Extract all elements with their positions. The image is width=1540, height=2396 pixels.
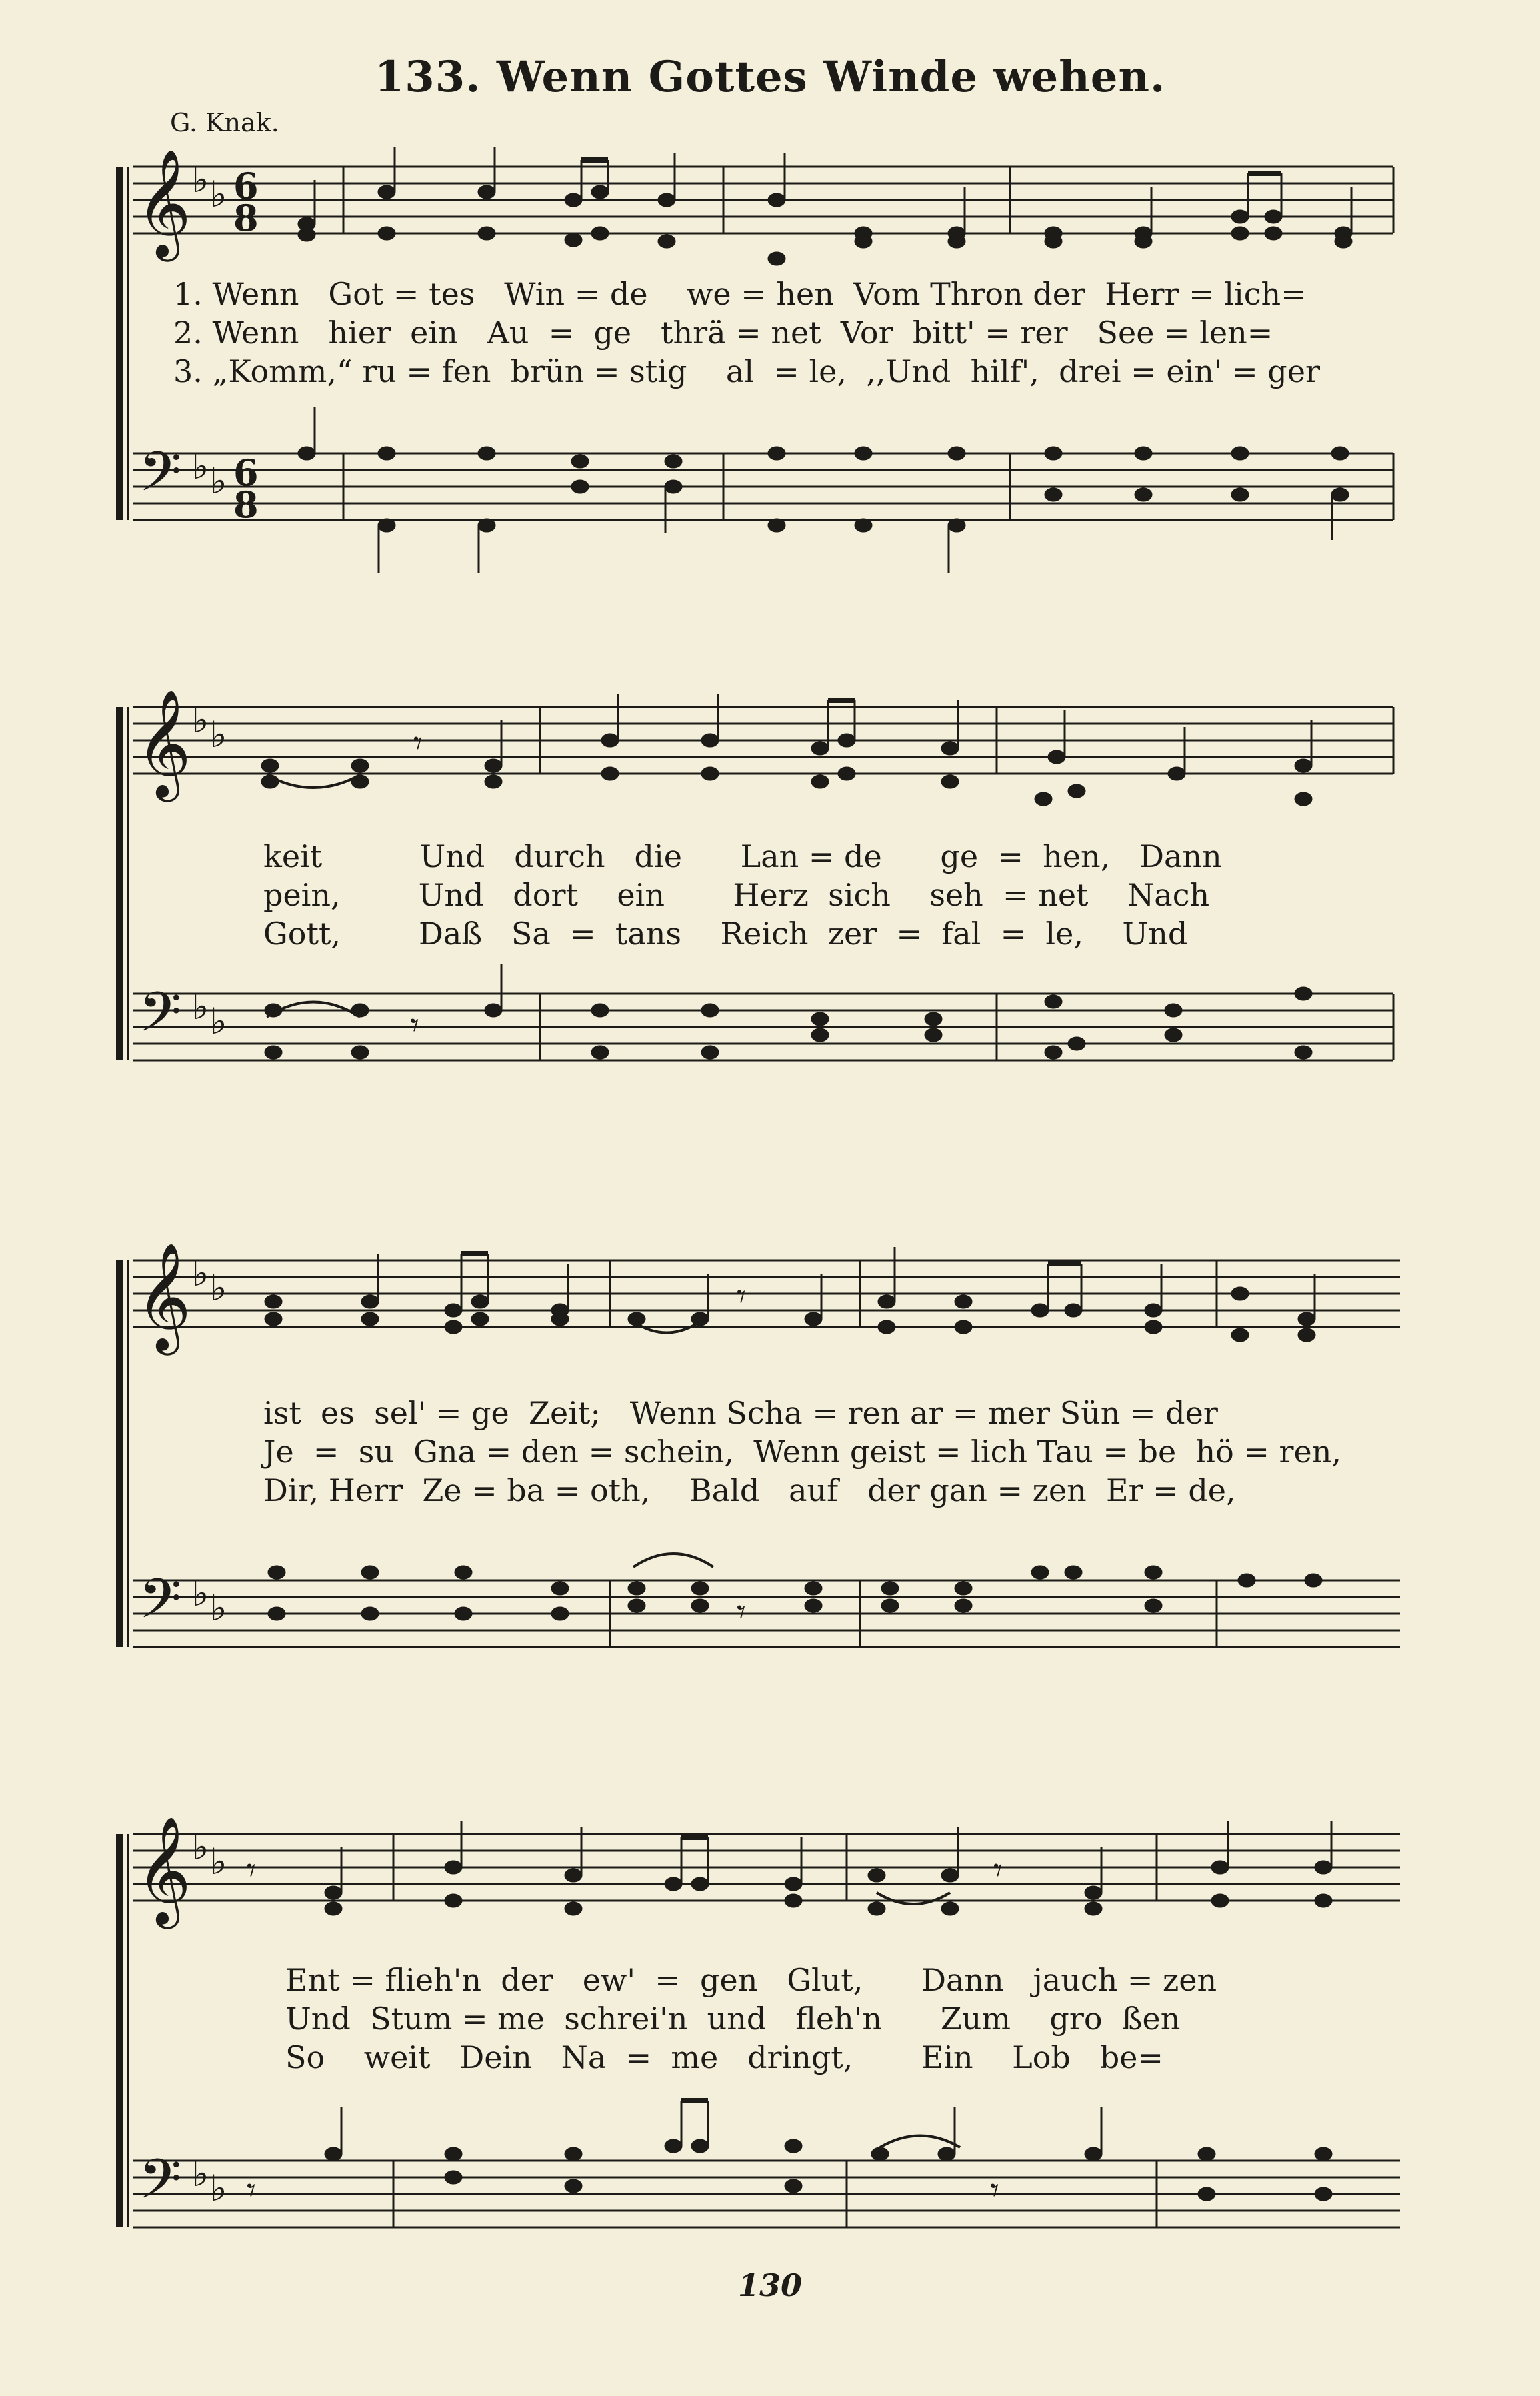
svg-text:8: 8: [233, 197, 259, 239]
lyric-verse-1: keit Und durch die Lan = de ge = hen, Dann: [263, 838, 1222, 874]
music-system-2: [113, 689, 1400, 1100]
svg-text:𝄢: 𝄢: [139, 980, 182, 1058]
svg-text:♭: ♭: [210, 2167, 227, 2209]
music-system-3: [113, 1242, 1400, 1674]
svg-text:♭: ♭: [192, 1252, 209, 1294]
svg-text:♭: ♭: [192, 159, 209, 201]
svg-text:𝄞: 𝄞: [136, 1816, 191, 1925]
svg-text:𝄾: 𝄾: [410, 1006, 419, 1046]
svg-text:8: 8: [233, 483, 259, 526]
svg-text:𝄢: 𝄢: [139, 2147, 182, 2225]
svg-text:♭: ♭: [210, 1267, 227, 1309]
svg-text:♭: ♭: [210, 714, 227, 756]
svg-text:𝄾: 𝄾: [413, 724, 423, 764]
composer-credit: G. Knak.: [170, 108, 279, 137]
svg-text:𝄞: 𝄞: [136, 1242, 191, 1351]
hymn-title: 133. Wenn Gottes Winde wehen.: [374, 52, 1166, 102]
lyric-verse-1: 1. Wenn Got = tes Win = de we = hen Vom Thron der Herr = lich=: [173, 276, 1307, 312]
svg-text:♭: ♭: [192, 986, 209, 1028]
svg-text:♭: ♭: [192, 1826, 209, 1868]
svg-text:♭: ♭: [192, 1572, 209, 1614]
svg-text:♭: ♭: [192, 2153, 209, 2195]
svg-text:♭: ♭: [210, 1587, 227, 1629]
music-system-4: [113, 1816, 1400, 2254]
lyric-verse-2: Je = su Gna = den = schein, Wenn geist = lich Tau = be hö = ren,: [263, 1434, 1342, 1470]
svg-text:♭: ♭: [210, 460, 227, 502]
music-system-1: [113, 149, 1400, 560]
svg-text:𝄞: 𝄞: [136, 689, 191, 798]
svg-text:♭: ♭: [210, 1000, 227, 1042]
svg-text:♭: ♭: [192, 699, 209, 741]
lyric-verse-2: 2. Wenn hier ein Au = ge thrä = net Vor bitt' = rer See = len=: [173, 315, 1273, 351]
svg-text:𝄾: 𝄾: [247, 2171, 256, 2211]
svg-text:♭: ♭: [210, 173, 227, 215]
svg-text:𝄾: 𝄾: [737, 1592, 746, 1632]
lyric-verse-3: 3. „Komm,“ ru = fen brün = stig al = le, ,,Und hilf', drei = ein' = ger: [173, 353, 1320, 389]
page-number: 130: [737, 2267, 803, 2303]
lyric-verse-1: Ent = flieh'n der ew' = gen Glut, Dann jauch = zen: [285, 1962, 1217, 1998]
svg-text:♭: ♭: [210, 1841, 227, 1883]
lyric-verse-3: Gott, Daß Sa = tans Reich zer = fal = le, Und: [263, 916, 1188, 952]
svg-text:𝄾: 𝄾: [737, 1277, 746, 1317]
lyric-verse-2: Und Stum = me schrei'n und fleh'n Zum gro ßen: [285, 2001, 1181, 2037]
svg-text:𝄞: 𝄞: [136, 149, 191, 257]
svg-text:𝄾: 𝄾: [993, 1851, 1003, 1891]
lyric-verse-2: pein, Und dort ein Herz sich seh = net Nach: [263, 877, 1210, 913]
svg-text:𝄾: 𝄾: [990, 2171, 999, 2211]
lyric-verse-3: So weit Dein Na = me dringt, Ein Lob be=: [285, 2039, 1163, 2075]
svg-text:♭: ♭: [192, 445, 209, 487]
svg-text:𝄢: 𝄢: [139, 1566, 182, 1644]
svg-text:6: 6: [233, 165, 259, 207]
lyric-verse-1: ist es sel' = ge Zeit; Wenn Scha = ren ar = mer Sün = der: [263, 1395, 1218, 1431]
lyric-verse-3: Dir, Herr Ze = ba = oth, Bald auf der gan = zen Er = de,: [263, 1472, 1236, 1508]
svg-text:6: 6: [233, 451, 259, 494]
svg-text:𝄾: 𝄾: [247, 1851, 256, 1891]
svg-text:𝄢: 𝄢: [139, 439, 182, 517]
